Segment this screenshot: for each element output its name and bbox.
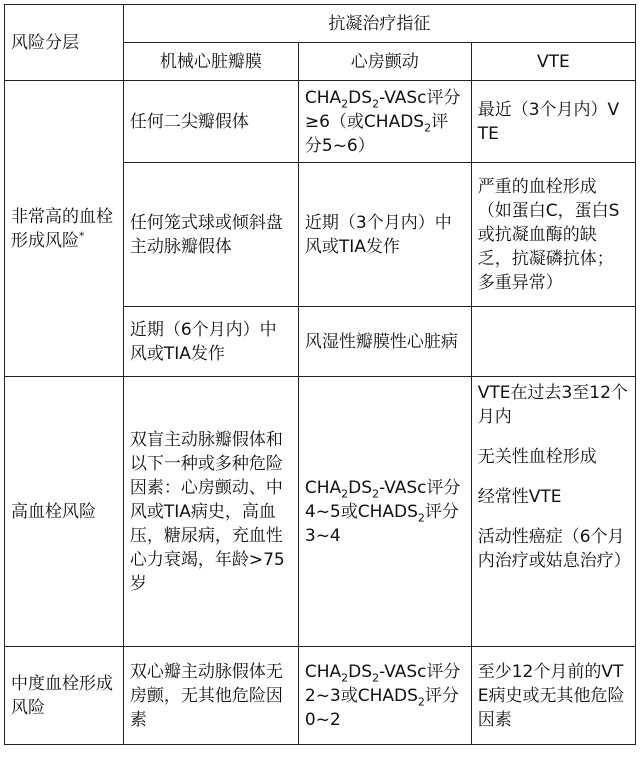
vte-item: 无关性血栓形成 (477, 447, 597, 467)
very-high-risk-asterisk: * (79, 228, 85, 242)
cell-text: 评分5~6） (304, 111, 449, 156)
table-cell (471, 377, 635, 647)
cell-text: -VASc评分2~3或CHADS (304, 661, 461, 706)
risk-stratification-header: 风险分层 (5, 5, 124, 81)
atrial-fibrillation-header: 心房颤动 (298, 43, 471, 81)
very-high-risk-text: 非常高的血栓形成风险 (11, 206, 113, 251)
vte-item: 活动性癌症（6个月内治疗或姑息治疗） (477, 527, 631, 571)
cell-text: CHA (304, 87, 342, 108)
table-cell: 严重的血栓形成（如蛋白C，蛋白S或抗凝血酶的缺乏，抗凝磷抗体；多重异常） (471, 163, 635, 307)
subscript: 2 (417, 694, 425, 708)
cell-text: CHA (304, 477, 342, 498)
cell-text: 评分3~4 (304, 501, 459, 546)
table-cell: 任何笼式球或倾斜盘主动脉瓣假体 (123, 163, 298, 307)
table-cell: 风湿性瓣膜性心脏病 (298, 307, 471, 377)
cell-text: -VASc评分4~5或CHADS (304, 477, 461, 522)
subscript: 2 (372, 96, 380, 110)
mechanical-valve-header: 机械心脏瓣膜 (123, 43, 298, 81)
cell-text: 评分0~2 (304, 685, 459, 730)
cell-text: CHA (304, 661, 342, 682)
table-cell: 任何二尖瓣假体 (123, 81, 298, 163)
subscript: 2 (417, 510, 425, 524)
cell-text: DS (348, 661, 373, 682)
vte-item: VTE在过去3至12个月内 (477, 383, 628, 427)
table-cell (298, 647, 471, 745)
subscript: 2 (341, 96, 349, 110)
vte-item: 经常性VTE (477, 487, 562, 507)
moderate-risk-label: 中度血栓形成风险 (5, 647, 124, 745)
subscript: 2 (341, 670, 349, 684)
subscript: 2 (372, 486, 380, 500)
table-cell: 近期（3个月内）中风或TIA发作 (298, 163, 471, 307)
table-cell: 双盲主动脉瓣假体和以下一种或多种危险因素：心房颤动、中风或TIA病史，高血压，糖尿病，充血性心力衰竭，年龄>75岁 (123, 377, 298, 647)
vte-header: VTE (471, 43, 635, 81)
table-cell: 近期（6个月内）中风或TIA发作 (123, 307, 298, 377)
table-cell: 至少12个月前的VTE病史或无其他危险因素 (471, 647, 635, 745)
table-cell (298, 377, 471, 647)
table-cell: 双心瓣主动脉假体无房颤，无其他危险因素 (123, 647, 298, 745)
cell-text: -VASc评分≥6（或CHADS (304, 87, 461, 132)
subscript: 2 (372, 670, 380, 684)
cell-text: DS (348, 87, 373, 108)
subscript: 2 (424, 120, 432, 134)
anticoagulation-risk-table (4, 4, 636, 745)
cell-text: DS (348, 477, 373, 498)
table-cell (471, 307, 635, 377)
subscript: 2 (341, 486, 349, 500)
anticoagulation-indication-header: 抗凝治疗指征 (123, 5, 635, 43)
very-high-risk-label (5, 81, 124, 377)
high-risk-label: 高血栓风险 (5, 377, 124, 647)
table-cell (298, 81, 471, 163)
table-cell: 最近（3个月内）VTE (471, 81, 635, 163)
